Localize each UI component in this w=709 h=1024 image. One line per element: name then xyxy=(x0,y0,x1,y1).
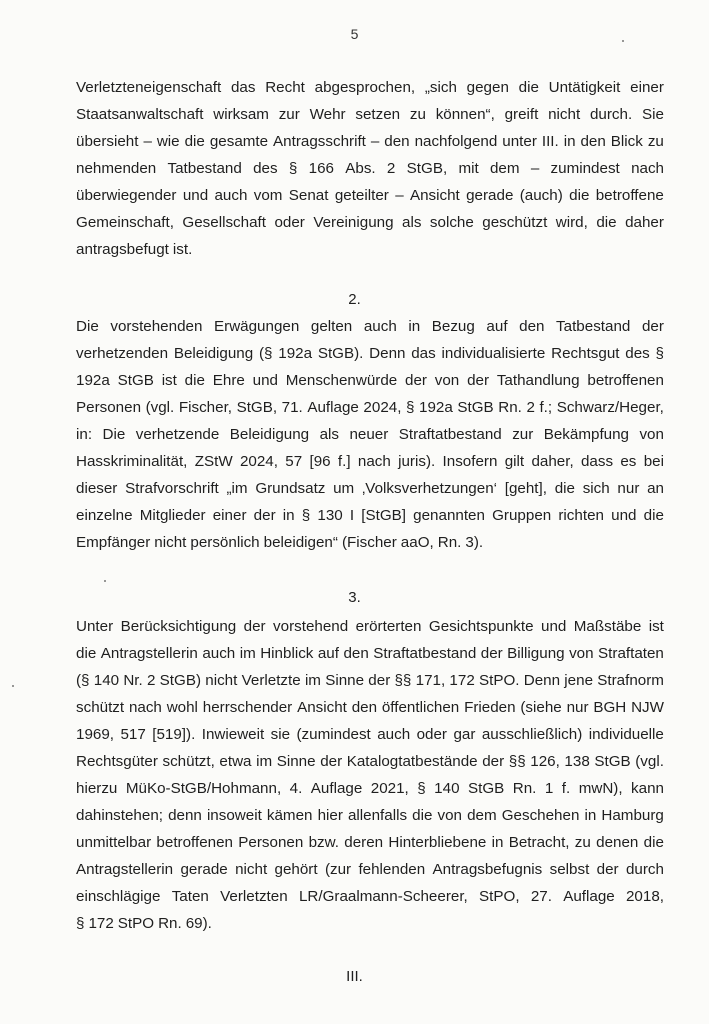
text-line: antragsbefugt ist. xyxy=(76,241,193,258)
scan-speck xyxy=(12,685,14,687)
text-line: übersieht – wie die gesamte Antragsschrift – den nachfolgend unter III. in den Blick zu xyxy=(76,133,664,150)
text-line: verhetzenden Beleidigung (§ 192a StGB). Denn das individualisierte Rechtsgut des § xyxy=(76,345,664,362)
text-line: einzelne Mitglieder einer der in § 130 I [StGB] genannten Gruppen richten und die xyxy=(76,507,664,524)
text-line: 1969, 517 [519]). Inwieweit sie (zumindest auch oder gar ausschließlich) individuelle xyxy=(76,726,664,743)
text-line: Staatsanwaltschaft wirksam zur Wehr setzen zu können“, greift nicht durch. Sie xyxy=(76,106,664,123)
text-line: nehmenden Tatbestand des § 166 Abs. 2 StGB, mit dem – zumindest nach xyxy=(76,160,664,177)
text-line: in: Die verhetzende Beleidigung als neuer Straftatbestand zur Bekämpfung von xyxy=(76,426,664,443)
scan-speck xyxy=(622,40,624,42)
text-line: Die vorstehenden Erwägungen gelten auch in Bezug auf den Tatbestand der xyxy=(76,318,664,335)
paragraph-3 xyxy=(76,613,664,937)
text-line: Gemeinschaft, Gesellschaft oder Vereinigung als solche geschützt wird, die daher xyxy=(76,214,664,231)
text-line: Unter Berücksichtigung der vorstehend erörterten Gesichtspunkte und Maßstäbe ist xyxy=(76,618,664,635)
heading-2: 2. xyxy=(348,291,361,308)
text-line: die Antragstellerin auch im Hinblick auf den Straftatbestand der Billigung von Straftaten xyxy=(76,645,664,662)
text-line: Personen (vgl. Fischer, StGB, 71. Auflage 2024, § 192a StGB Rn. 2 f.; Schwarz/Heger, xyxy=(76,399,664,416)
text-line: hierzu MüKo-StGB/Hohmann, 4. Auflage 2021, § 140 StGB Rn. 1 f. mwN), kann xyxy=(76,780,664,797)
heading-section-iii: III. xyxy=(346,968,363,985)
paragraph-2 xyxy=(76,313,664,556)
text-line: Antragstellerin gerade nicht gehört (zur fehlenden Antragsbefugnis selbst der durch xyxy=(76,861,664,878)
text-line: schützt nach wohl herrschender Ansicht den öffentlichen Frieden (siehe nur BGH NJW xyxy=(76,699,664,716)
text-line: Empfänger nicht persönlich beleidigen“ (Fischer aaO, Rn. 3). xyxy=(76,534,484,551)
text-line: einschlägige Taten Verletzten LR/Graalmann-Scheerer, StPO, 27. Auflage 2018, xyxy=(76,888,664,905)
text-line: dieser Strafvorschrift „im Grundsatz um ‚Volksverhetzungen‘ [geht], die sich nur an xyxy=(76,480,664,497)
scan-speck xyxy=(104,580,106,582)
text-line: Rechtsgüter schützt, etwa im Sinne der Katalogtatbestände der §§ 126, 138 StGB (vgl. xyxy=(76,753,664,770)
text-line: § 172 StPO Rn. 69). xyxy=(76,915,212,932)
heading-3: 3. xyxy=(348,589,361,606)
text-line: Verletzteneigenschaft das Recht abgesprochen, „sich gegen die Untätigkeit einer xyxy=(76,79,664,96)
text-line: dahinstehen; denn insoweit kämen hier allenfalls die von dem Geschehen in Hamburg xyxy=(76,807,664,824)
text-line: Hasskriminalität, ZStW 2024, 57 [96 f.] nach juris). Insofern gilt daher, dass es bei xyxy=(76,453,664,470)
text-line: überwiegender und auch vom Senat geteilter – Ansicht gerade (auch) die betroffene xyxy=(76,187,664,204)
page-number: 5 xyxy=(350,26,359,42)
text-line: (§ 140 Nr. 2 StGB) nicht Verletzte im Sinne der §§ 171, 172 StPO. Denn jene Strafnorm xyxy=(76,672,664,689)
paragraph-1 xyxy=(76,74,664,263)
text-line: unmittelbar betroffenen Personen bzw. deren Hinterbliebene in Betracht, zu denen die xyxy=(76,834,664,851)
text-line: 192a StGB ist die Ehre und Menschenwürde der von der Tathandlung betroffenen xyxy=(76,372,664,389)
